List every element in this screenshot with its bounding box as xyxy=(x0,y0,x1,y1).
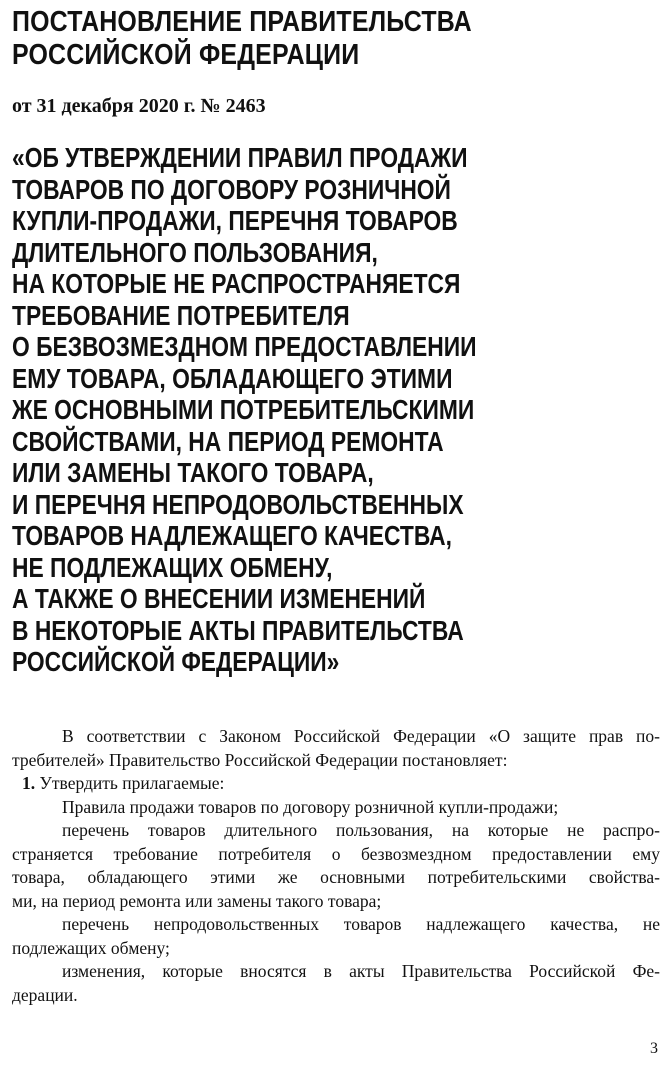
list-item-changes-line: изменения, которые вносятся в акты Правительства Российской Фе- xyxy=(62,961,660,981)
document-title xyxy=(12,142,631,678)
heading-line: ПОСТАНОВЛЕНИЕ ПРАВИТЕЛЬСТВА xyxy=(12,6,472,38)
title-line: В НЕКОТОРЫЕ АКТЫ ПРАВИТЕЛЬСТВА xyxy=(12,614,464,646)
title-line: КУПЛИ-ПРОДАЖИ, ПЕРЕЧНЯ ТОВАРОВ xyxy=(12,205,458,236)
title-line: ТРЕБОВАНИЕ ПОТРЕБИТЕЛЯ xyxy=(12,299,350,331)
preamble-line: требителей» Правительство Российской Федерации постановляет: xyxy=(12,749,508,770)
title-line: НА КОТОРЫЕ НЕ РАСПРОСТРАНЯЕТСЯ xyxy=(12,268,461,299)
item-text: Утвердить прилагаемые: xyxy=(35,773,225,793)
title-line: ДЛИТЕЛЬНОГО ПОЛЬЗОВАНИЯ, xyxy=(12,236,378,268)
title-line: НЕ ПОДЛЕЖАЩИХ ОБМЕНУ, xyxy=(12,551,333,583)
page-number: 3 xyxy=(650,1040,658,1057)
list-item-durable-line: товара, обладающего этими же основными потребительскими свойства- xyxy=(12,867,660,887)
preamble-line: В соответствии с Законом Российской Федерации «О защите прав по- xyxy=(62,726,660,746)
title-line: ИЛИ ЗАМЕНЫ ТАКОГО ТОВАРА, xyxy=(12,457,374,488)
document-date: от 31 декабря 2020 г. № 2463 xyxy=(12,95,266,117)
title-line: ТОВАРОВ ПО ДОГОВОРУ РОЗНИЧНОЙ xyxy=(12,173,451,205)
title-line: ЕМУ ТОВАРА, ОБЛАДАЮЩЕГО ЭТИМИ xyxy=(12,362,453,394)
title-line: А ТАКЖЕ О ВНЕСЕНИИ ИЗМЕНЕНИЙ xyxy=(12,583,426,614)
title-line: О БЕЗВОЗМЕЗДНОМ ПРЕДОСТАВЛЕНИИ xyxy=(12,331,477,362)
list-item-durable-line: перечень товаров длительного пользования, на которые не распро- xyxy=(62,820,660,840)
document-heading xyxy=(12,6,571,72)
list-item-durable-line: страняется требование потребителя о безвозмездном предоставлении ему xyxy=(12,843,660,864)
list-item-rules: Правила продажи товаров по договору розничной купли-продажи; xyxy=(62,796,559,817)
item-1 xyxy=(12,772,660,796)
title-line: РОССИЙСКОЙ ФЕДЕРАЦИИ» xyxy=(12,646,340,677)
title-line: «ОБ УТВЕРЖДЕНИИ ПРАВИЛ ПРОДАЖИ xyxy=(12,142,468,173)
list-item-nonfood-line: подлежащих обмену; xyxy=(12,937,170,958)
title-line: СВОЙСТВАМИ, НА ПЕРИОД РЕМОНТА xyxy=(12,425,444,457)
document-body xyxy=(12,725,660,1007)
item-number: 1. xyxy=(22,773,36,793)
list-item-changes-line: дерации. xyxy=(12,984,78,1005)
title-line: ЖЕ ОСНОВНЫМИ ПОТРЕБИТЕЛЬСКИМИ xyxy=(12,394,475,425)
list-item-nonfood-line: перечень непродовольственных товаров надлежащего качества, не xyxy=(62,914,660,934)
title-line: И ПЕРЕЧНЯ НЕПРОДОВОЛЬСТВЕННЫХ xyxy=(12,488,464,520)
list-item-durable-line: ми, на период ремонта или замены такого товара; xyxy=(12,890,382,911)
heading-line: РОССИЙСКОЙ ФЕДЕРАЦИИ xyxy=(12,39,360,71)
title-line: ТОВАРОВ НАДЛЕЖАЩЕГО КАЧЕСТВА, xyxy=(12,520,452,551)
